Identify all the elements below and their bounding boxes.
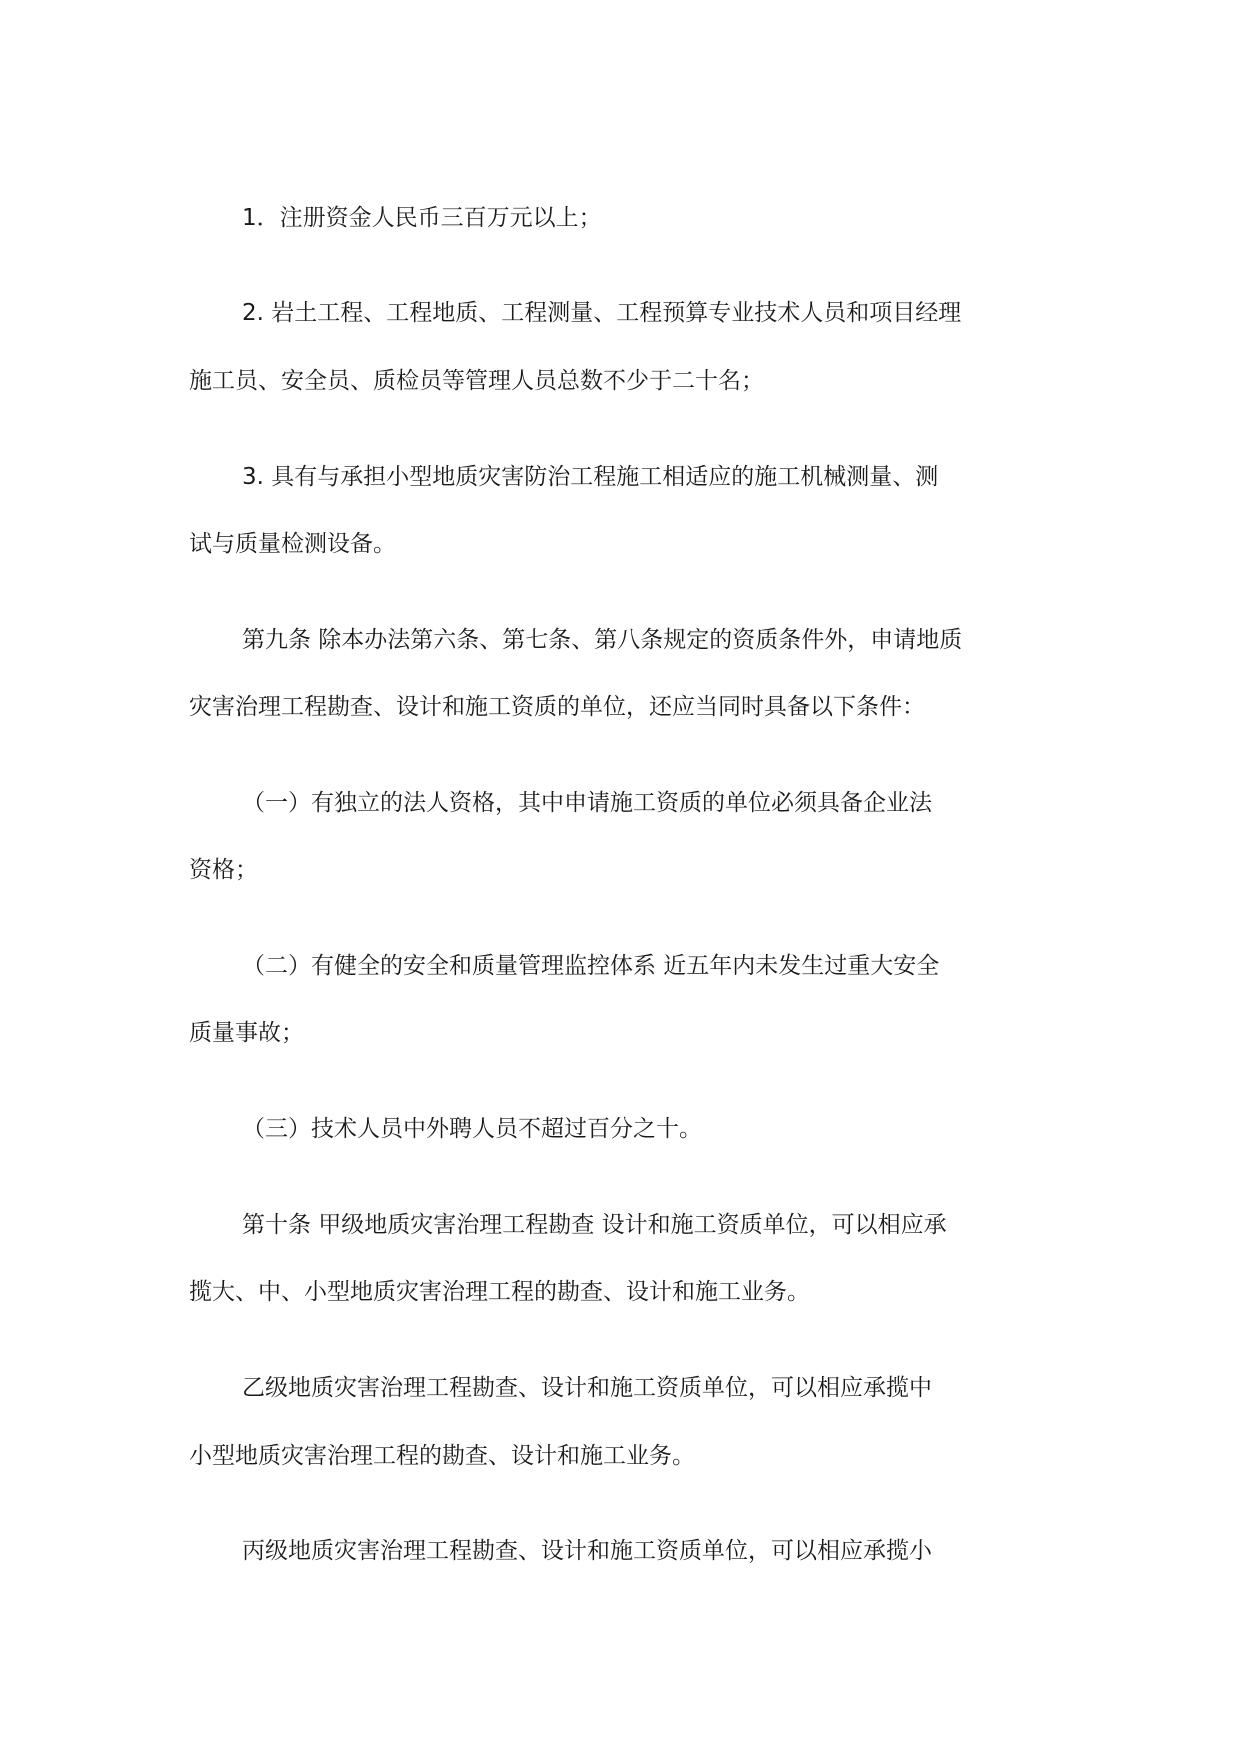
text-line: （一）有独立的法人资格，其中申请施工资质的单位必须具备企业法 — [242, 790, 932, 816]
text-line: 灾害治理工程勘查、设计和施工资质的单位，还应当同时具备以下条件： — [189, 694, 925, 720]
text-line: 3. 具有与承担小型地质灾害防治工程施工相适应的施工机械测量、测 — [242, 464, 939, 490]
text-line: 小型地质灾害治理工程的勘查、设计和施工业务。 — [189, 1443, 695, 1469]
text-line: 质量事故； — [189, 1020, 304, 1046]
text-line: 试与质量检测设备。 — [189, 531, 396, 557]
text-line: 1．注册资金人民币三百万元以上； — [242, 205, 602, 231]
text-line: 乙级地质灾害治理工程勘查、设计和施工资质单位，可以相应承揽中 — [242, 1375, 932, 1401]
text-line: 揽大、中、小型地质灾害治理工程的勘查、设计和施工业务。 — [189, 1279, 810, 1305]
text-line: 资格； — [189, 857, 258, 883]
text-line: 第九条 除本办法第六条、第七条、第八条规定的资质条件外，申请地质 — [242, 627, 963, 653]
text-line: 第十条 甲级地质灾害治理工程勘查 设计和施工资质单位，可以相应承 — [242, 1212, 947, 1238]
text-line: （三）技术人员中外聘人员不超过百分之十。 — [242, 1116, 702, 1142]
text-line: 施工员、安全员、质检员等管理人员总数不少于二十名； — [189, 368, 764, 394]
text-line: 2. 岩土工程、工程地质、工程测量、工程预算专业技术人员和项目经理 — [242, 300, 962, 326]
text-line: （二）有健全的安全和质量管理监控体系 近五年内未发生过重大安全 — [242, 953, 940, 979]
text-line: 丙级地质灾害治理工程勘查、设计和施工资质单位，可以相应承揽小 — [242, 1538, 932, 1564]
